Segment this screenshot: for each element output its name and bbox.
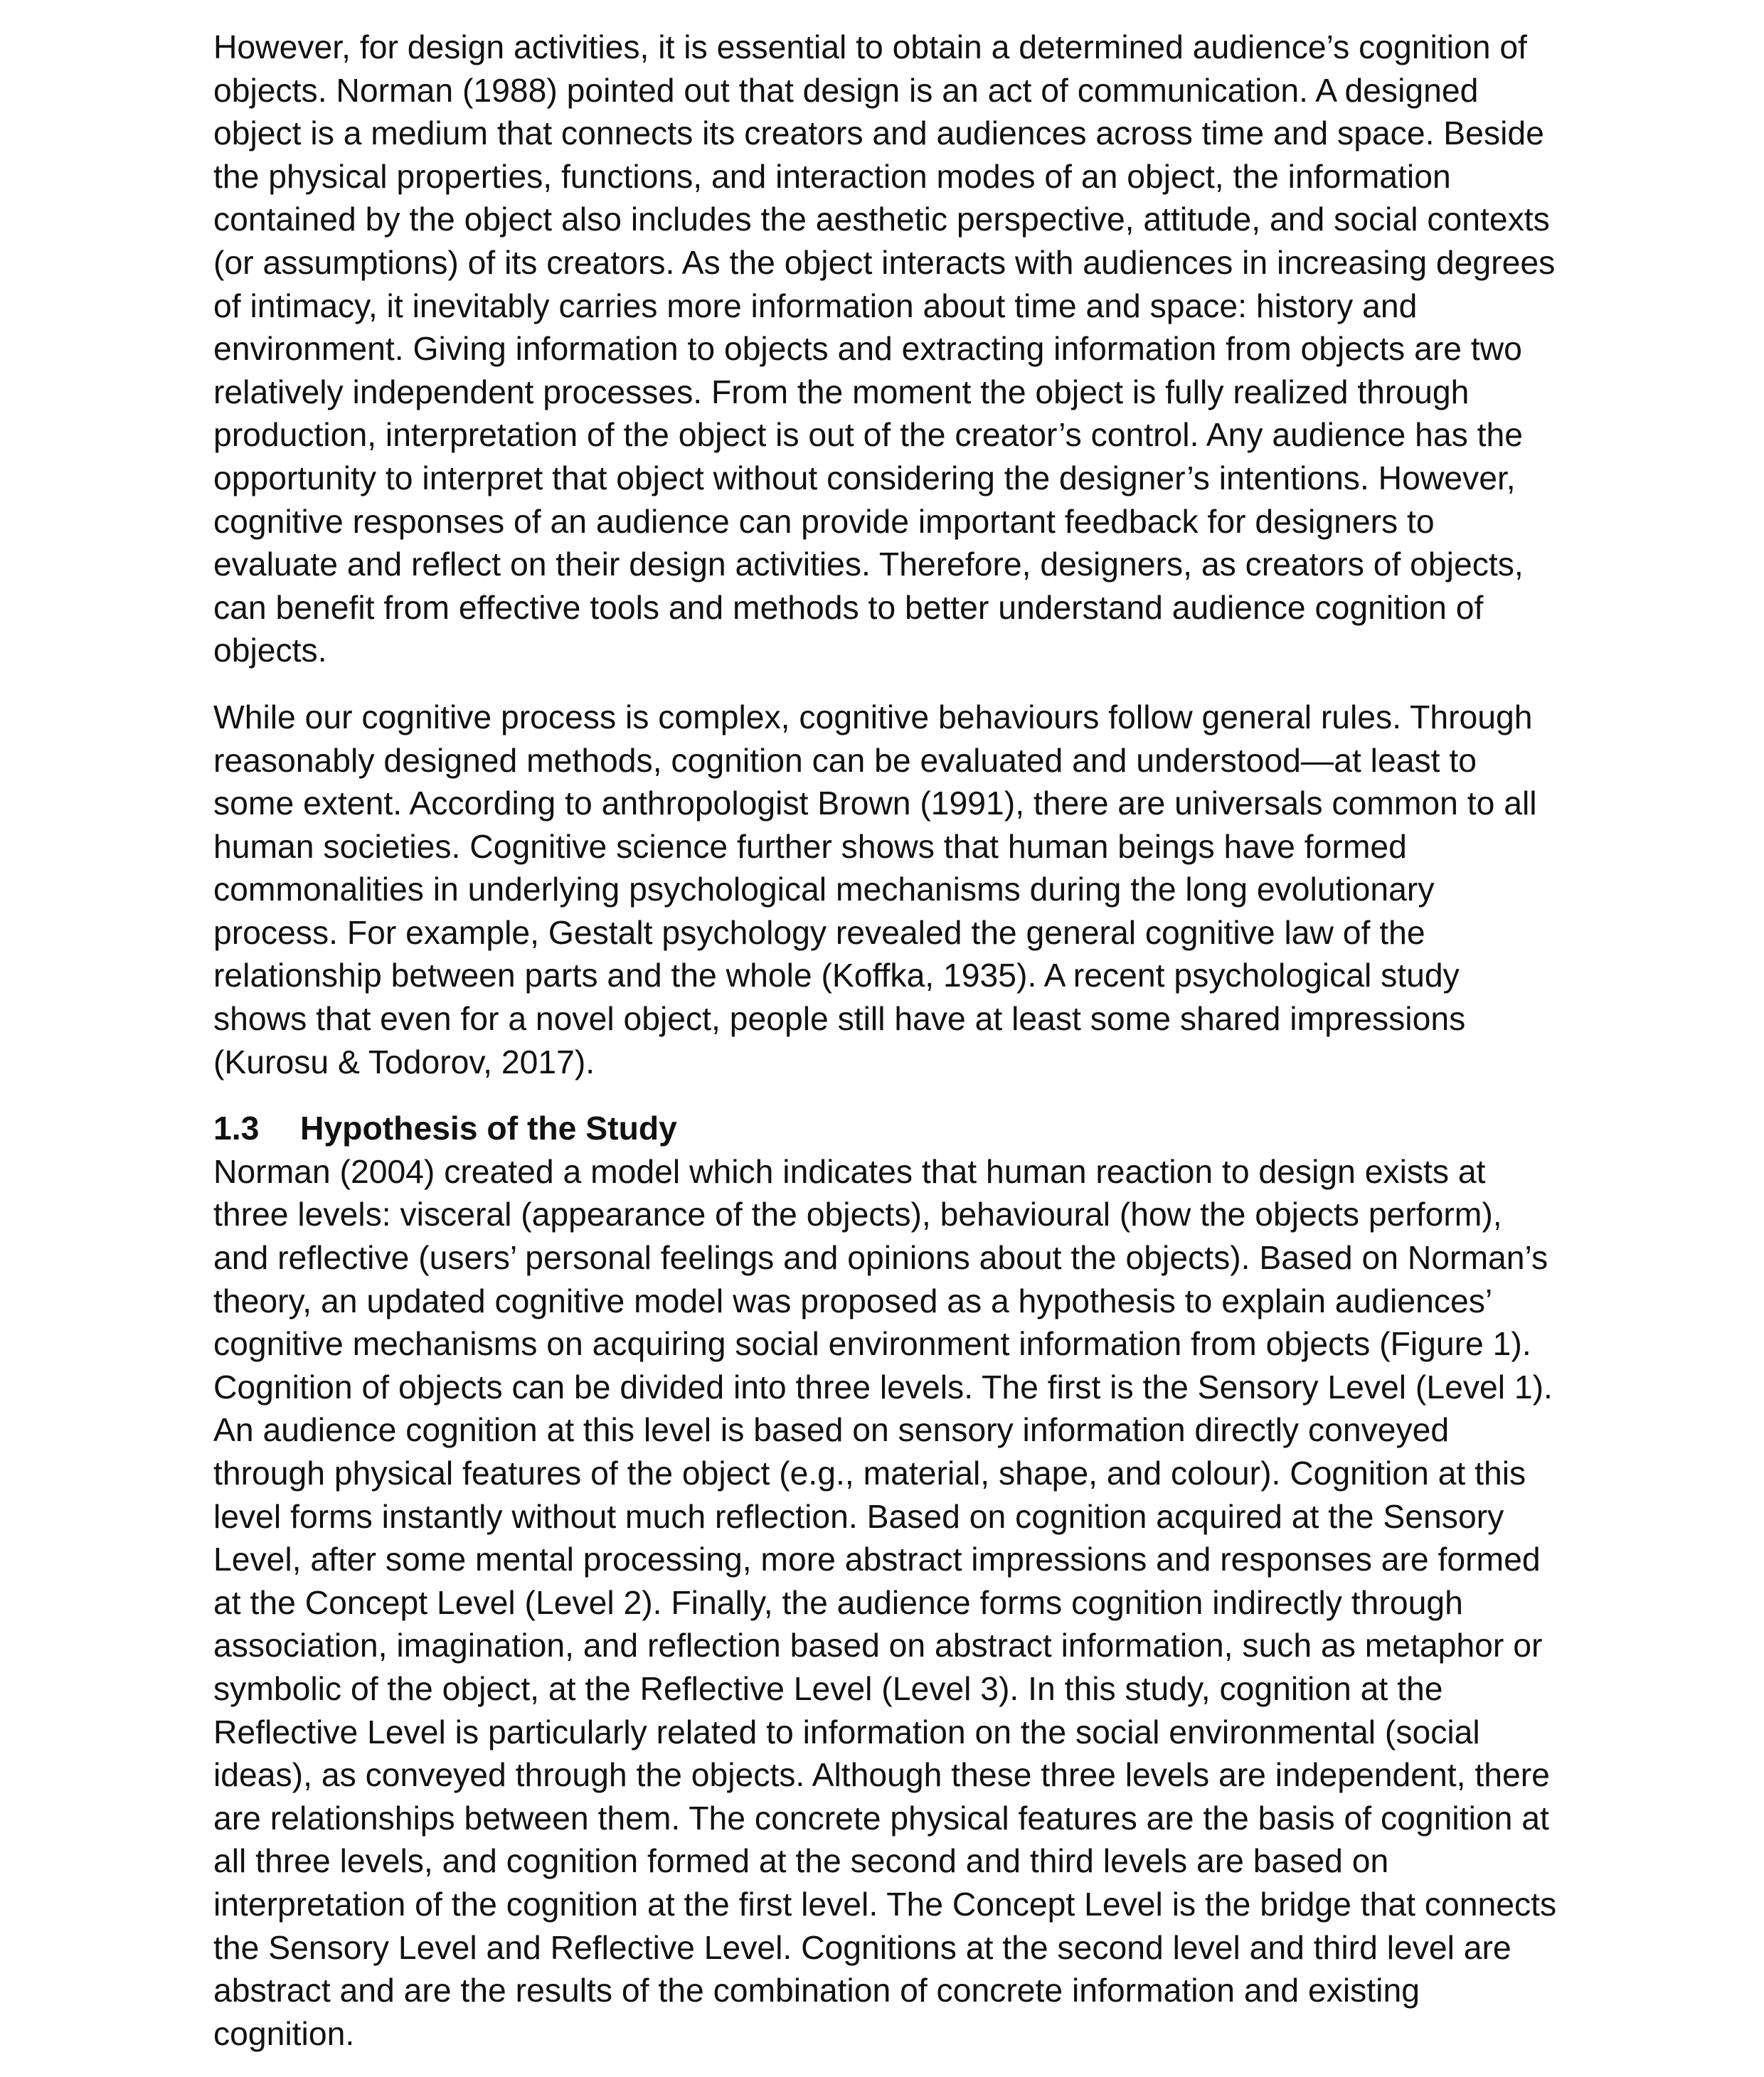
body-paragraph-2 bbox=[213, 696, 1565, 1083]
text-line: cognitive mechanisms on acquiring social environment information from objects (Figure 1). bbox=[213, 1325, 1531, 1363]
section-title: Hypothesis of the Study bbox=[300, 1110, 677, 1147]
text-line: shows that even for a novel object, people still have at least some shared impressions bbox=[213, 1000, 1466, 1038]
text-line: contained by the object also includes the aesthetic perspective, attitude, and social contexts bbox=[213, 201, 1550, 238]
text-line: at the Concept Level (Level 2). Finally, the audience forms cognition indirectly through bbox=[213, 1583, 1463, 1621]
text-line: interpretation of the cognition at the first level. The Concept Level is the bridge that connects bbox=[213, 1885, 1557, 1923]
text-line: ideas), as conveyed through the objects. Although these three levels are independent, there bbox=[213, 1756, 1550, 1794]
text-line: cognition. bbox=[213, 2014, 355, 2052]
text-line: Reflective Level is particularly related to information on the social environmental (social bbox=[213, 1713, 1480, 1751]
body-paragraph-1 bbox=[213, 26, 1565, 672]
text-line: However, for design activities, it is essential to obtain a determined audience’s cognition of bbox=[213, 28, 1527, 65]
text-line: association, imagination, and reflection based on abstract information, such as metaphor or bbox=[213, 1627, 1543, 1664]
text-line: some extent. According to anthropologist Brown (1991), there are universals common to all bbox=[213, 785, 1537, 822]
section-heading bbox=[213, 1107, 1565, 1150]
text-line: opportunity to interpret that object without considering the designer’s intentions. However, bbox=[213, 459, 1516, 496]
text-line: three levels: visceral (appearance of the objects), behavioural (how the objects perform), bbox=[213, 1196, 1502, 1233]
section-paragraph bbox=[213, 1150, 1565, 2055]
text-line: cognitive responses of an audience can provide important feedback for designers to bbox=[213, 502, 1435, 540]
text-line: human societies. Cognitive science further shows that human beings have formed bbox=[213, 827, 1407, 865]
text-line: theory, an updated cognitive model was proposed as a hypothesis to explain audiences’ bbox=[213, 1282, 1493, 1319]
text-line: While our cognitive process is complex, cognitive behaviours follow general rules. Through bbox=[213, 698, 1533, 735]
text-line: of intimacy, it inevitably carries more information about time and space: history and bbox=[213, 287, 1418, 324]
text-line: are relationships between them. The concrete physical features are the basis of cognition at bbox=[213, 1799, 1549, 1837]
text-line: evaluate and reflect on their design activities. Therefore, designers, as creators of objects, bbox=[213, 546, 1524, 583]
text-line: An audience cognition at this level is based on sensory information directly conveyed bbox=[213, 1411, 1450, 1449]
text-line: can benefit from effective tools and methods to better understand audience cognition of bbox=[213, 588, 1484, 626]
text-line: production, interpretation of the object is out of the creator’s control. Any audience has the bbox=[213, 416, 1524, 454]
text-line: Norman (2004) created a model which indicates that human reaction to design exists at bbox=[213, 1152, 1486, 1190]
text-line: relationship between parts and the whole (Koffka, 1935). A recent psychological study bbox=[213, 957, 1460, 994]
document-page bbox=[213, 26, 1565, 2055]
text-line: commonalities in underlying psychological mechanisms during the long evolutionary bbox=[213, 871, 1435, 908]
text-line: through physical features of the object (e.g., material, shape, and colour). Cognition at this bbox=[213, 1455, 1526, 1492]
text-line: reasonably designed methods, cognition can be evaluated and understood—at least to bbox=[213, 741, 1477, 779]
text-line: the physical properties, functions, and interaction modes of an object, the information bbox=[213, 157, 1451, 195]
text-line: symbolic of the object, at the Reflective Level (Level 3). In this study, cognition at the bbox=[213, 1669, 1443, 1707]
text-line: process. For example, Gestalt psychology revealed the general cognitive law of the bbox=[213, 913, 1425, 951]
text-line: relatively independent processes. From the moment the object is fully realized through bbox=[213, 373, 1470, 410]
text-line: objects. Norman (1988) pointed out that design is an act of communication. A designed bbox=[213, 71, 1479, 109]
text-line: object is a medium that connects its creators and audiences across time and space. Beside bbox=[213, 115, 1544, 152]
text-line: the Sensory Level and Reflective Level. Cognitions at the second level and third level are bbox=[213, 1928, 1511, 1966]
text-line: Cognition of objects can be divided into three levels. The first is the Sensory Level (Level 1). bbox=[213, 1368, 1553, 1406]
text-line: (or assumptions) of its creators. As the object interacts with audiences in increasing degrees bbox=[213, 243, 1556, 281]
text-line: and reflective (users’ personal feelings and opinions about the objects). Based on Norman’s bbox=[213, 1239, 1548, 1277]
text-line: all three levels, and cognition formed at the second and third levels are based on bbox=[213, 1842, 1389, 1880]
text-line: objects. bbox=[213, 632, 327, 669]
section-number: 1.3 bbox=[213, 1110, 260, 1147]
text-line: Level, after some mental processing, more abstract impressions and responses are formed bbox=[213, 1541, 1541, 1578]
text-line: abstract and are the results of the combination of concrete information and existing bbox=[213, 1972, 1420, 2009]
text-line: (Kurosu & Todorov, 2017). bbox=[213, 1043, 595, 1080]
text-line: environment. Giving information to objects and extracting information from objects are two bbox=[213, 330, 1522, 368]
text-line: level forms instantly without much reflection. Based on cognition acquired at the Sensory bbox=[213, 1497, 1504, 1535]
